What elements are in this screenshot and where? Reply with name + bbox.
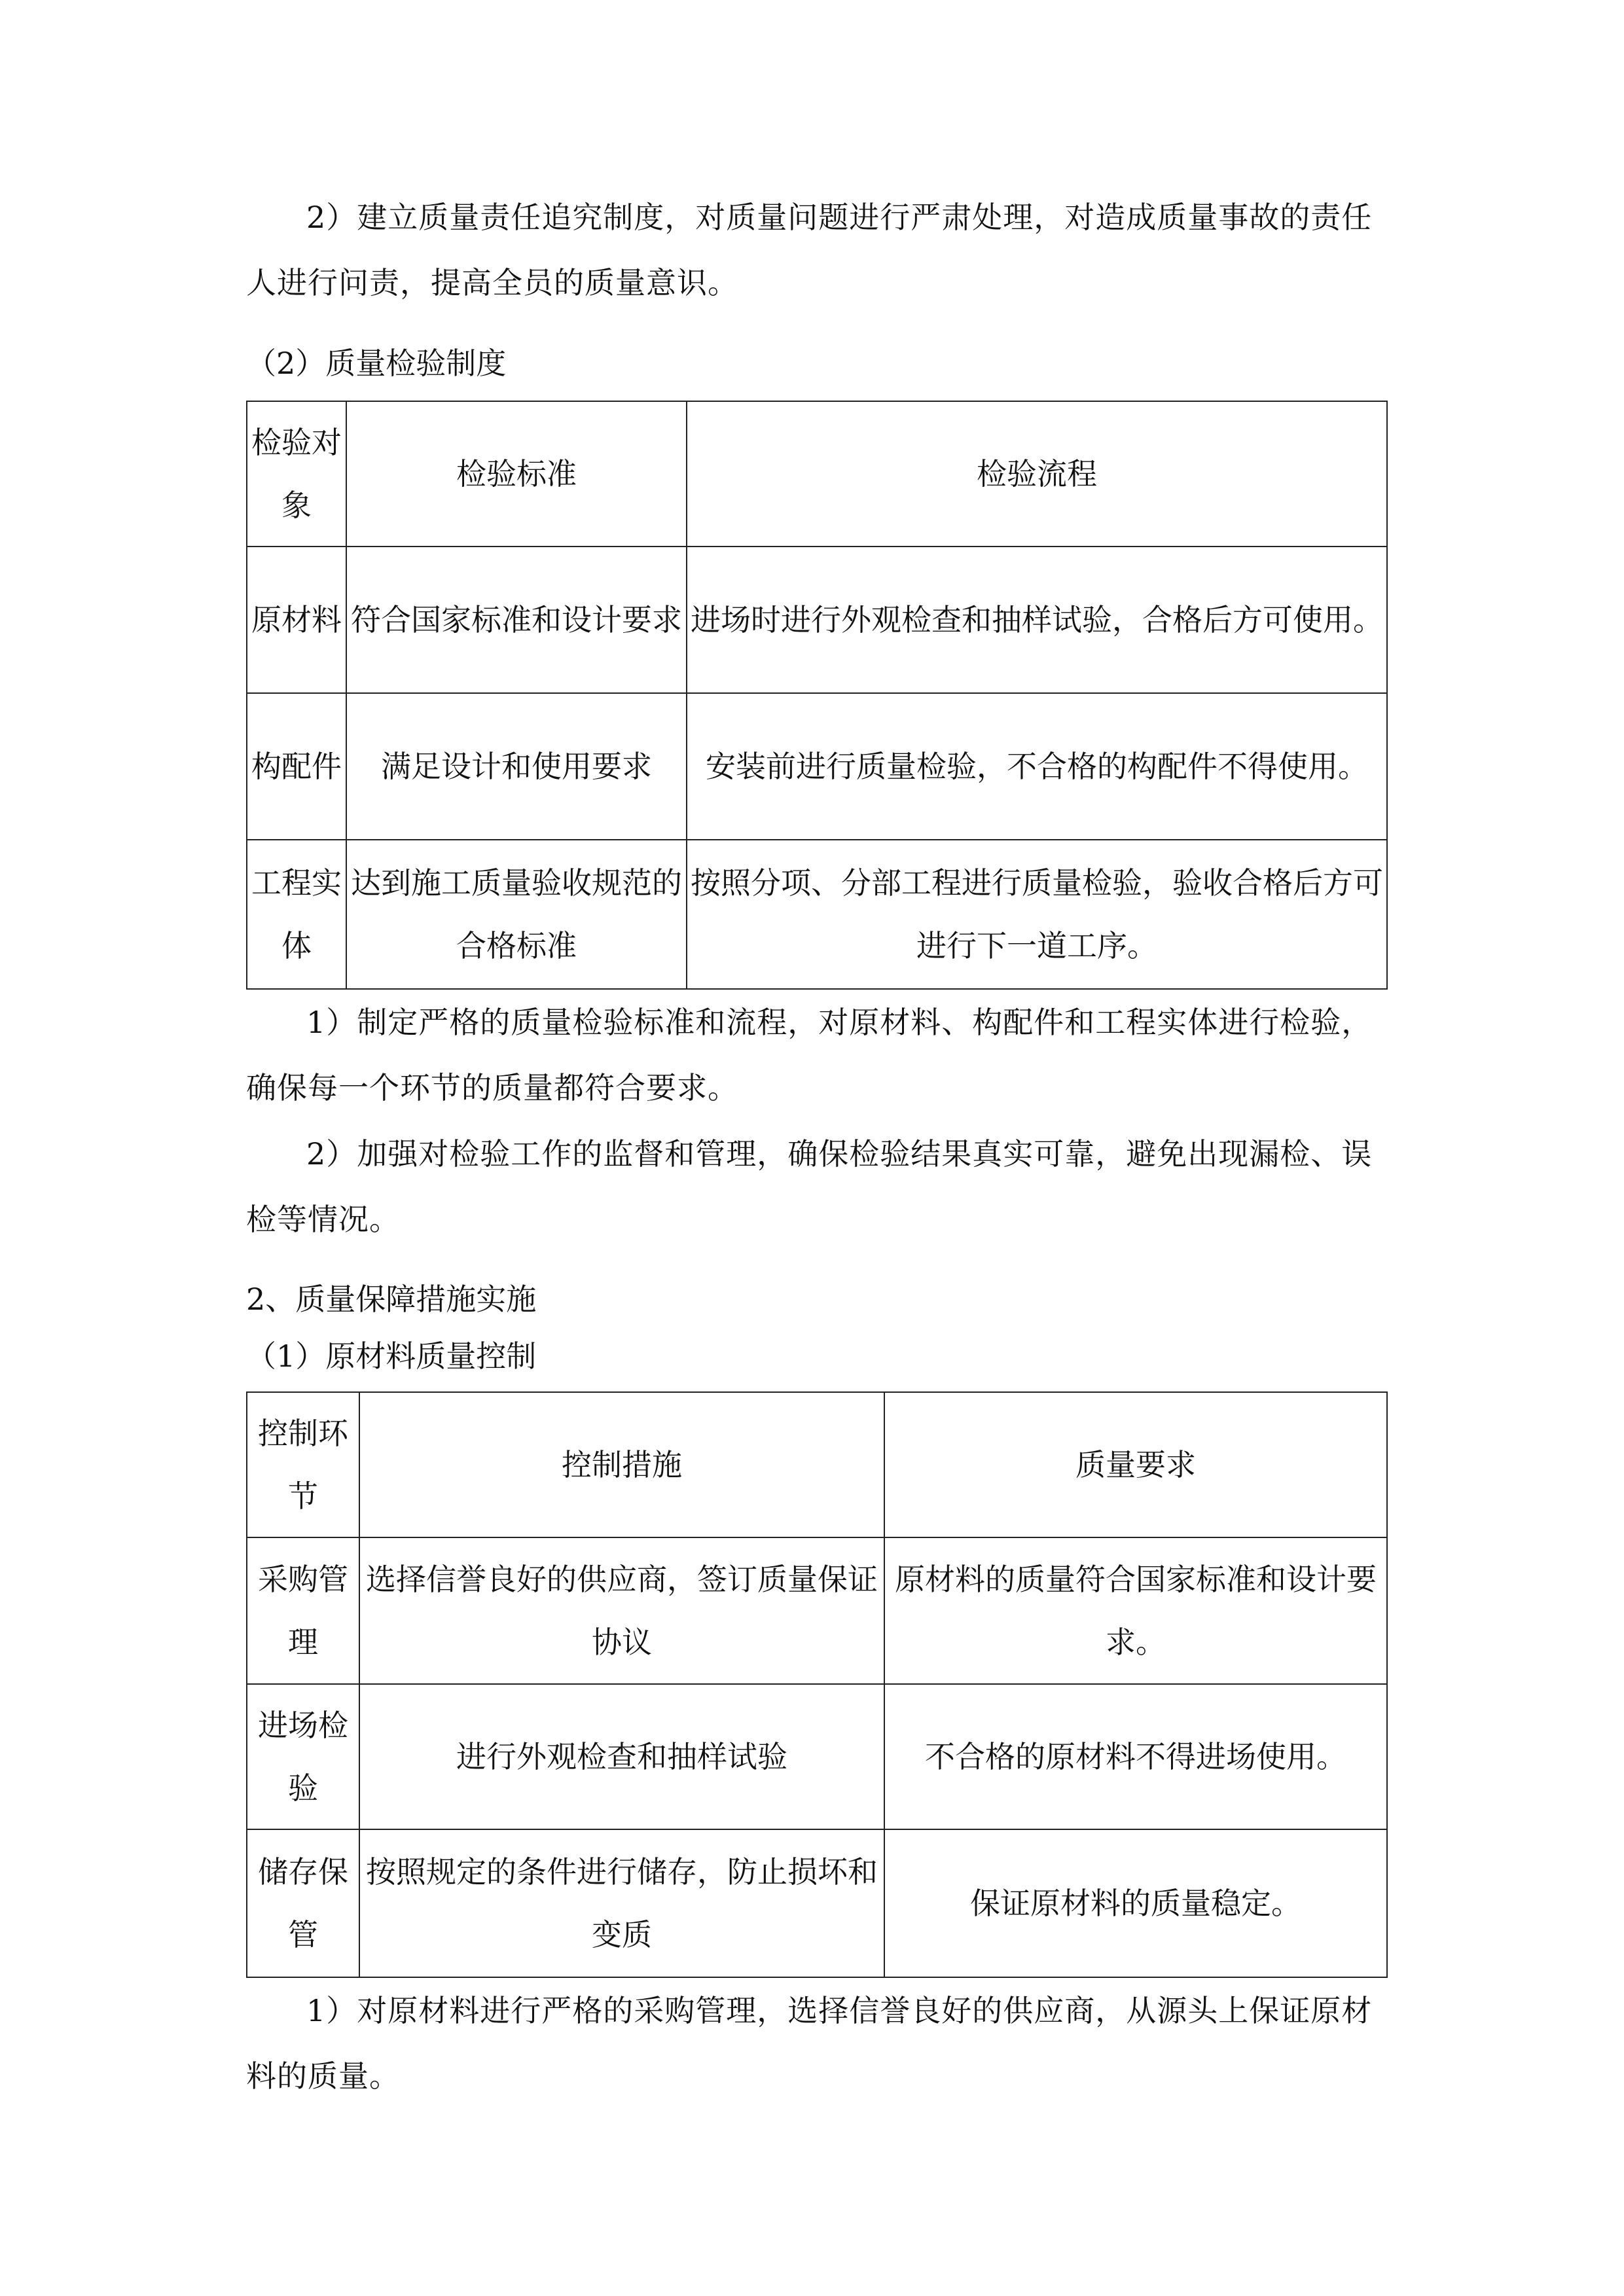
table-cell: 进场时进行外观检查和抽样试验，合格后方可使用。 — [687, 547, 1387, 693]
table-cell: 选择信誉良好的供应商，签订质量保证协议 — [359, 1537, 884, 1684]
table-cell: 进行外观检查和抽样试验 — [359, 1684, 884, 1829]
header-cell: 检验流程 — [687, 401, 1387, 547]
table-cell: 原材料的质量符合国家标准和设计要求。 — [884, 1537, 1387, 1684]
table-row — [247, 1684, 1387, 1829]
paragraph-accountability: 2）建立质量责任追究制度，对质量问题进行严肃处理，对造成质量事故的责任人进行问责，提高全员的质量意识。 — [246, 200, 1373, 300]
table-cell: 储存保管 — [247, 1829, 359, 1977]
table-row — [247, 547, 1387, 693]
table-cell: 采购管理 — [247, 1537, 359, 1684]
table-cell: 达到施工质量验收规范的合格标准 — [346, 840, 687, 989]
table-row — [247, 1537, 1387, 1684]
table-cell: 保证原材料的质量稳定。 — [884, 1829, 1387, 1977]
table-row — [247, 1829, 1387, 1977]
paragraph-procurement: 1）对原材料进行严格的采购管理，选择信誉良好的供应商，从源头上保证原材料的质量。 — [246, 1993, 1373, 2094]
paragraph-inspection-supervision: 2）加强对检验工作的监督和管理，确保检验结果真实可靠，避免出现漏检、误检等情况。 — [246, 1136, 1373, 1237]
table-cell: 满足设计和使用要求 — [346, 693, 687, 840]
table-header-row — [247, 401, 1387, 547]
section-heading-quality-measures: 2、质量保障措施实施 — [246, 1282, 537, 1317]
section-heading-material-control: （1）原材料质量控制 — [246, 1338, 537, 1374]
inspection-table — [246, 401, 1388, 990]
table-cell: 按照分项、分部工程进行质量检验，验收合格后方可进行下一道工序。 — [687, 840, 1387, 989]
header-cell: 检验标准 — [346, 401, 687, 547]
table-cell: 构配件 — [247, 693, 346, 840]
table-row — [247, 840, 1387, 989]
table-cell: 工程实体 — [247, 840, 346, 989]
header-cell: 质量要求 — [884, 1392, 1387, 1537]
table-cell: 进场检验 — [247, 1684, 359, 1829]
table-cell: 不合格的原材料不得进场使用。 — [884, 1684, 1387, 1829]
table-cell: 原材料 — [247, 547, 346, 693]
table-header-row — [247, 1392, 1387, 1537]
table-row — [247, 693, 1387, 840]
section-heading-inspection-system: （2）质量检验制度 — [246, 346, 507, 381]
header-cell: 控制措施 — [359, 1392, 884, 1537]
material-control-table — [246, 1391, 1388, 1978]
paragraph-inspection-standards: 1）制定严格的质量检验标准和流程，对原材料、构配件和工程实体进行检验，确保每一个环节的质量都符合要求。 — [246, 1005, 1373, 1105]
header-cell: 控制环节 — [247, 1392, 359, 1537]
table-cell: 按照规定的条件进行储存，防止损坏和变质 — [359, 1829, 884, 1977]
table-cell: 符合国家标准和设计要求 — [346, 547, 687, 693]
table-cell: 安装前进行质量检验，不合格的构配件不得使用。 — [687, 693, 1387, 840]
header-cell: 检验对象 — [247, 401, 346, 547]
